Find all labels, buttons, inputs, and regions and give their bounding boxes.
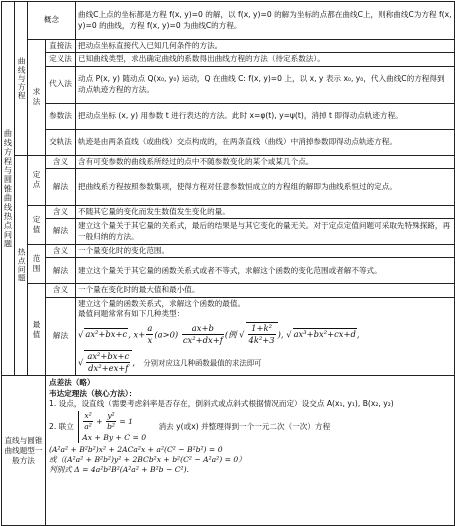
row-text: 一个量变化时的变化范围。 — [78, 246, 170, 255]
row-text-cell — [76, 205, 455, 218]
row-tag-cell — [46, 168, 76, 205]
row-tag-cell — [46, 297, 76, 376]
concept-text: 曲线C上点的坐标都是方程 f(x, y)=0 的解，以 f(x, y)=0 的解为坐标的点都在曲线C上，则称曲线C为方程 f(x, y)=0 的曲线，方程 f(x, y)=0 为曲线C的方程。 — [78, 10, 452, 30]
method-name-intersection: 交轨法 — [49, 136, 72, 146]
row-tag: 解法 — [52, 265, 69, 275]
row-text: 不随其它量的变化而发生数值发生变化的量。 — [78, 206, 230, 216]
row-text-cell — [76, 258, 455, 284]
bottom-label: 直线与圆锥曲线题型一般方法 — [4, 435, 43, 465]
group-name-cell — [28, 245, 46, 284]
section-title: 曲线方程与圆锥曲线热点问题 — [3, 128, 14, 249]
group-name-cell — [28, 205, 46, 244]
row-tag: 解法 — [52, 331, 69, 341]
curve-eq-label-cell — [15, 2, 28, 156]
point-difference-line: 点差法（略） — [49, 378, 95, 388]
group-name-range: 范围 — [32, 253, 41, 274]
row-tag-cell — [46, 155, 76, 168]
row-tag: 含义 — [52, 156, 69, 166]
discriminant-line: 判别式 Δ = 4a²b²B²(A²a² + B²b − C²). — [49, 465, 189, 475]
concept-label-cell — [28, 2, 76, 40]
method-name-definition: 定义法 — [49, 54, 72, 64]
extremum-formula-types-2: √ $\frac{\text{ax²+bx+c}}{\text{dx²+ex+f}}$ ， 分别对应这几种函数最值的求法即可 — [78, 350, 262, 374]
section-title-cell — [2, 2, 15, 376]
simultaneous-equations: $\frac{\text{x²}}{\text{a²}}$ + $\frac{\text{y²}}{\text{b²}}$ = 1 Ax + By + C = 0 — [78, 411, 146, 443]
document-page — [1, 1, 454, 520]
row-tag: 解法 — [52, 226, 69, 236]
quadratic-equation-y: 或（(A²a² + B²b²)y² + 2BCb²x + b²(C² − A²a²) = 0） — [49, 455, 246, 465]
method-name-cell — [46, 66, 76, 103]
method-text-cell — [76, 66, 455, 103]
hot-label: 热点问题 — [17, 248, 27, 283]
row-text: 含有可变参数的曲线系所经过的点中不随参数变化的某个或某几个点。 — [78, 156, 314, 166]
row-text: 建立这个量关于其它量的关系式，最后的结果是与其它变化的量无关。对于定点定值问题可采取先特殊探路，再一般归纳的方法。 — [78, 221, 451, 241]
method-label-cell — [28, 40, 46, 156]
row-text: 一个量在变化时的最大值和最小值。 — [78, 285, 200, 295]
method-text-definition: 已知曲线类型，求出确定曲线的系数得出曲线方程的方法（待定系数法）。 — [78, 54, 325, 64]
row-tag: 含义 — [52, 206, 69, 216]
hot-label-cell — [15, 155, 28, 376]
row-text-cell — [76, 284, 455, 297]
row-text: 建立这个量关于其它量的函数关系式或者不等式，求解这个函数的变化范围或者解不等式。 — [78, 265, 382, 275]
row-text: 把曲线系方程按照参数集项，使得方程对任意参数恒成立的方程组的解即为曲线系恒过的定点。 — [78, 181, 397, 191]
group-name-cell — [28, 155, 46, 205]
row-tag-cell — [46, 219, 76, 245]
method-name-cell — [46, 40, 76, 53]
row-tag: 含义 — [52, 246, 69, 255]
method-text-cell — [76, 103, 455, 129]
vieta-line: 韦达定理法（核心方法）： — [49, 388, 137, 398]
method-name-cell — [46, 103, 76, 129]
method-name-substitution: 代入法 — [49, 79, 72, 89]
row-text: 建立这个量的函数关系式，求解这个函数的最值。 — [78, 298, 246, 308]
row-tag: 含义 — [52, 285, 69, 295]
method-name-cell — [46, 129, 76, 155]
row-text-cell — [76, 155, 455, 168]
row-tag-cell — [46, 245, 76, 258]
step-two-label: 2. 联立 — [49, 422, 74, 431]
concept-text-cell — [76, 2, 455, 40]
concept-label: 概念 — [43, 15, 60, 25]
method-text-cell — [76, 53, 455, 66]
row-text-cell — [76, 297, 455, 376]
method-text-substitution: 动点 P(x, y) 随动点 Q(x₀, y₀) 运动，Q 在曲线 C: f(x, y)=0 上，以 x, y 表示 x₀, y₀，代入曲线C的方程得到动点轨迹方程的方法。 — [78, 74, 445, 94]
group-name-cell — [28, 284, 46, 376]
method-label: 求法 — [32, 87, 41, 107]
summary-table — [1, 1, 455, 526]
row-tag-cell — [46, 284, 76, 297]
method-name-direct: 直接法 — [49, 41, 72, 50]
row-text-3: 分别对应这几种函数最值的求法即可 — [143, 358, 262, 368]
bottom-content-cell — [46, 376, 455, 526]
row-tag: 解法 — [52, 181, 69, 191]
eliminate-text: 消去 y(或x) 并整理得到一个一元二次（一次）方程 — [158, 422, 331, 431]
method-text-intersection: 轨迹是由两条直线（或曲线）交点构成的，在两条直线（曲线）中消掉参数即得动点轨迹方程。 — [78, 136, 397, 146]
group-name-fixed-point: 定点 — [32, 169, 41, 190]
method-text-parameter: 把动点坐标 (x, y) 用参数 t 进行表达的方法。此时 x=φ(t), y=ψ(t)，消掉 t 即得动点轨迹方程。 — [78, 110, 403, 120]
method-text-cell — [76, 129, 455, 155]
bottom-label-cell — [2, 376, 46, 526]
method-text-direct: 把动点坐标直接代入已知几何条件的方法。 — [78, 41, 223, 50]
row-tag-cell — [46, 205, 76, 218]
row-text-2: 最值问题常常有如下几种类型： — [78, 308, 185, 318]
row-text-cell — [76, 219, 455, 245]
quadratic-equation-x: (A²a² + B²b²)x² + 2ACa²x + a²(C² − B²b²) = 0 — [49, 444, 223, 454]
method-name-cell — [46, 53, 76, 66]
step-one-line: 1. 设点，设直线（需要考虑斜率是否存在，倒斜式或点斜式根据情况而定）设交点 A(x₁, y₁), B(x₂, y₂) — [49, 398, 394, 408]
row-tag-cell — [46, 258, 76, 284]
group-name-extremum: 最值 — [32, 319, 41, 339]
group-name-fixed-value: 定值 — [32, 214, 41, 234]
row-text-cell — [76, 168, 455, 205]
extremum-formula-types: √ ax²+bx+c, x+ $\frac{a}{x}$ (a>0) $\frac{ax+b}{\text{cx²+dx+f}}$ (例 √ $\frac{\text{1+k²}}{\text{4k²+3}}$ ), √ ax³+bx²+cx+d, — [78, 323, 360, 346]
step-two-line — [49, 411, 451, 443]
curve-eq-label: 曲线与方程 — [17, 56, 27, 100]
method-name-parameter: 参数法 — [49, 110, 72, 120]
method-text-cell — [76, 40, 455, 53]
row-text-cell — [76, 245, 455, 258]
